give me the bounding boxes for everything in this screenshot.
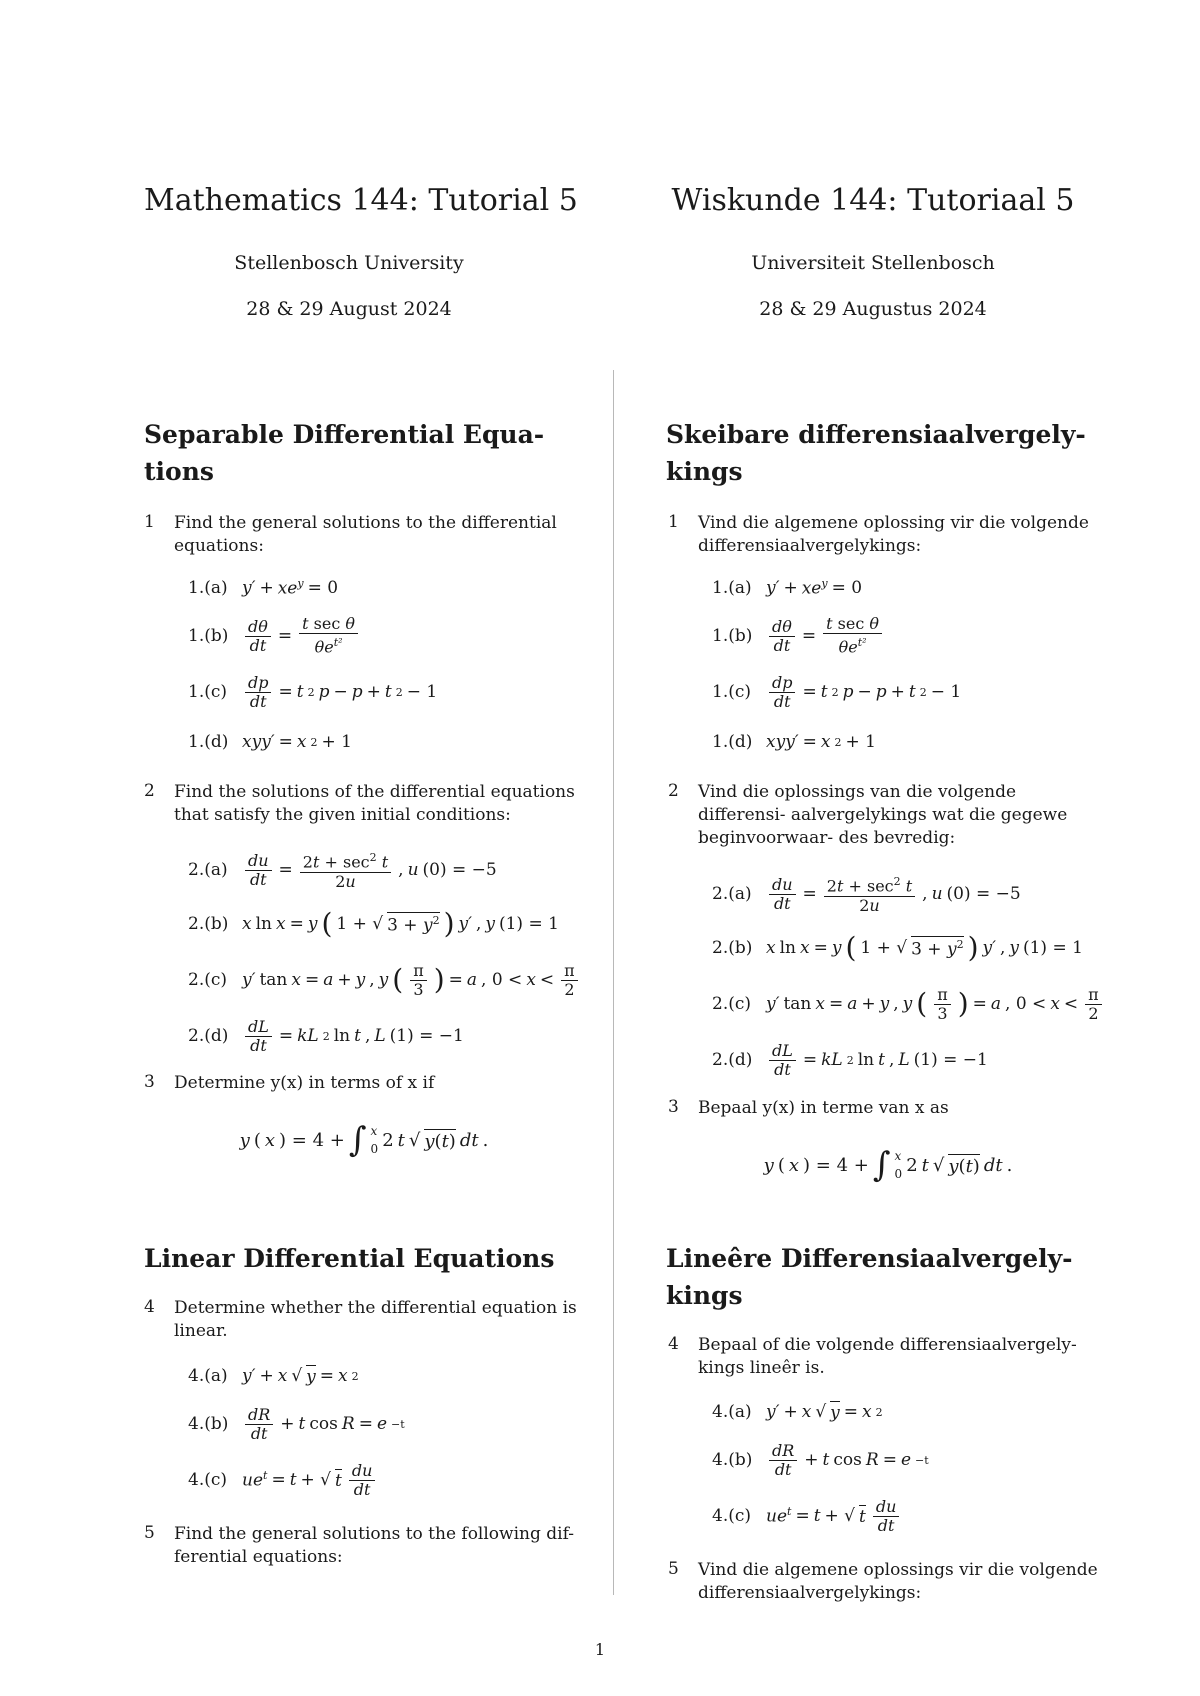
question-number: 2 [144,781,155,801]
question-text: Find the general solutions to the differential equations: [174,513,557,556]
equation-4c: 4.(c) $ue^t$ = t + √ t $\frac{du}{dt}$ [188,1460,378,1500]
equation-1d: 1.(d) xyy′ = x 2 + 1 [712,732,876,752]
question-number: 3 [668,1097,679,1117]
item-label: 2.(d) [188,1026,229,1046]
equation-4c: 4.(c) $ue^t$ = t + √ t $\frac{du}{dt}$ [712,1496,902,1536]
item-label: 2.(d) [712,1050,753,1070]
question-text: Bepaal y(x) in terme van x as [698,1098,949,1118]
question-text: Determine y(x) in terms of x if [174,1073,435,1093]
section-heading-separable: Separable Differential Equa- tions [144,420,545,486]
equation-4a: 4.(a) y′ + x √ y = x 2 [188,1366,359,1387]
item-label: 4.(a) [712,1402,752,1422]
university: Stellenbosch University [234,252,464,274]
equation-4a: 4.(a) y′ + x √ y = x 2 [712,1402,883,1423]
question-text: Vind die algemene oplossing vir die volgende differensiaalvergelykings: [698,513,1089,556]
question-text: Vind die algemene oplossings vir die volgende differensiaalvergelykings: [698,1560,1098,1603]
equation-2a: 2.(a) $\frac{du}{dt}$ = $\frac{2t + \sec^2 t}{2u}$ , u (0) = −5 [712,874,1021,915]
equation-1a: 1.(a) y′ + $xe^y$ = 0 [188,577,339,599]
equation-3: y ( x ) = 4 + ∫ x 0 2 t √ y(t) dt . [239,1120,489,1160]
question-number: 2 [668,781,679,801]
item-label: 4.(a) [188,1366,228,1386]
equation-2d: 2.(d) $\frac{dL}{dt}$ = kL 2 ln t , L (1) = −1 [188,1016,464,1055]
question-number: 4 [668,1334,679,1354]
date: 28 & 29 August 2024 [246,298,452,320]
equation-2d: 2.(d) $\frac{dL}{dt}$ = kL 2 ln t , L (1) = −1 [712,1040,988,1079]
item-label: 1.(a) [188,578,228,598]
item-label: 4.(c) [188,1470,228,1490]
item-label: 1.(c) [712,682,752,702]
page-title: Wiskunde 144: Tutoriaal 5 [671,183,1075,218]
equation-1c: 1.(c) $\frac{dp}{dt}$ = t 2 p − p + t 2 − 1 [188,672,438,711]
question-number: 4 [144,1297,155,1317]
item-label: 2.(c) [712,994,752,1014]
equation-4b: 4.(b) $\frac{dR}{dt}$ + t cos R = e −t [712,1440,929,1479]
item-label: 4.(b) [188,1414,229,1434]
equation-4b: 4.(b) $\frac{dR}{dt}$ + t cos R = e −t [188,1404,405,1443]
university: Universiteit Stellenbosch [751,252,995,274]
section-heading-linear: Lineêre Differensiaalvergely- kings [666,1244,1073,1310]
equation-2a: 2.(a) $\frac{du}{dt}$ = $\frac{2t + \sec^2 t}{2u}$ , u (0) = −5 [188,850,497,891]
date: 28 & 29 Augustus 2024 [759,298,987,320]
page-title: Mathematics 144: Tutorial 5 [144,183,578,218]
item-label: 1.(d) [188,732,229,752]
section-heading-linear: Linear Differential Equations [144,1244,555,1273]
item-label: 4.(c) [712,1506,752,1526]
equation-2c: 2.(c) y′ tan x = a + y , y ( $\frac{\pi}{3}$ ) = a , 0 < x < $\frac{\pi}{2}$ [188,960,581,1000]
equation-1b: 1.(b) $\frac{d\theta}{dt}$ = $\frac{\text{t sec θ}}{\theta e^{t^2}}$ [712,616,885,656]
equation-3: y ( x ) = 4 + ∫ x 0 2 t √ y(t) dt . [763,1145,1013,1185]
page-number: 1 [594,1640,606,1659]
equation-1d: 1.(d) xyy′ = x 2 + 1 [188,732,352,752]
section-heading-separable: Skeibare differensiaalvergely- kings [666,420,1086,486]
item-label: 1.(b) [712,626,753,646]
item-label: 4.(b) [712,1450,753,1470]
question-number: 1 [144,512,155,532]
item-label: 2.(c) [188,970,228,990]
question-number: 5 [144,1523,155,1543]
equation-2b: 2.(b) x ln x = y ( 1 + √ $3 + y^2$ ) y′ , y (1) = 1 [712,931,1083,964]
item-label: 2.(a) [188,860,228,880]
question-text: Vind die oplossings van die volgende differensi- aalvergelykings wat die gegewe beginvoorwaar- des bevredig: [698,782,1068,848]
question-number: 1 [668,512,679,532]
question-number: 3 [144,1072,155,1092]
column-divider [613,370,614,1595]
item-label: 1.(a) [712,578,752,598]
equation-1c: 1.(c) $\frac{dp}{dt}$ = t 2 p − p + t 2 − 1 [712,672,962,711]
equation-1a: 1.(a) y′ + $xe^y$ = 0 [712,577,863,599]
equation-2c: 2.(c) y′ tan x = a + y , y ( $\frac{\pi}{3}$ ) = a , 0 < x < $\frac{\pi}{2}$ [712,984,1105,1024]
question-text: Bepaal of die volgende differensiaalvergely- kings lineêr is. [698,1335,1077,1378]
question-text: Find the general solutions to the following dif- ferential equations: [174,1524,575,1567]
item-label: 1.(b) [188,626,229,646]
question-number: 5 [668,1559,679,1579]
question-text: Determine whether the differential equation is linear. [174,1298,577,1341]
equation-1b: 1.(b) $\frac{d\theta}{dt}$ = $\frac{\text{t sec θ}}{\theta e^{t^2}}$ [188,616,361,656]
item-label: 1.(c) [188,682,228,702]
item-label: 1.(d) [712,732,753,752]
item-label: 2.(a) [712,884,752,904]
item-label: 2.(b) [712,938,753,958]
equation-2b: 2.(b) x ln x = y ( 1 + √ $3 + y^2$ ) y′ , y (1) = 1 [188,907,559,940]
question-text: Find the solutions of the differential equations that satisfy the given initial conditions: [174,782,575,825]
item-label: 2.(b) [188,914,229,934]
